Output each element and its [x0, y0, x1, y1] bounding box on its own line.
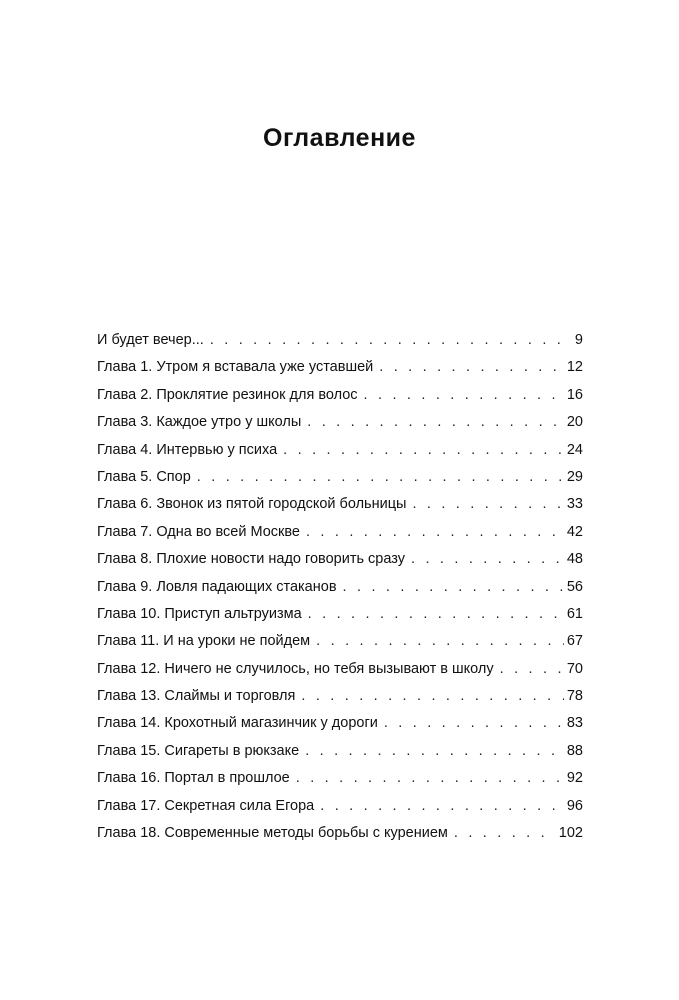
page-number: 48 [566, 551, 583, 568]
entry-title: Глава 3. Каждое утро у школы [97, 414, 302, 431]
entry-title: Глава 12. Ничего не случилось, но тебя вызывают в школу [97, 660, 494, 677]
dot-leader [301, 683, 564, 710]
dot-leader [308, 601, 564, 628]
toc-entry [97, 354, 583, 381]
page-number: 70 [566, 660, 583, 677]
toc-entry [97, 820, 583, 847]
dot-leader [454, 820, 556, 847]
table-of-contents [97, 327, 583, 847]
dot-leader [210, 327, 572, 354]
entry-title: Глава 6. Звонок из пятой городской больницы [97, 496, 407, 513]
entry-title: Глава 7. Одна во всей Москве [97, 523, 300, 540]
dot-leader [316, 628, 564, 655]
entry-title: Глава 11. И на уроки не пойдем [97, 633, 311, 650]
page-number: 92 [566, 770, 583, 787]
dot-leader [197, 464, 564, 491]
toc-entry [97, 601, 583, 628]
entry-title: Глава 1. Утром я вставала уже уставшей [97, 359, 374, 376]
dot-leader [320, 793, 564, 820]
entry-title: Глава 4. Интервью у психа [97, 441, 278, 458]
page-number: 29 [566, 468, 583, 485]
toc-entry [97, 519, 583, 546]
toc-entry [97, 765, 583, 792]
dot-leader [411, 546, 564, 573]
toc-entry [97, 628, 583, 655]
page-number: 16 [566, 386, 583, 403]
dot-leader [296, 765, 564, 792]
entry-title: Глава 14. Крохотный магазинчик у дороги [97, 715, 378, 732]
page-number: 33 [566, 496, 583, 513]
page-number: 20 [566, 414, 583, 431]
entry-title: Глава 5. Спор [97, 468, 191, 485]
toc-entry [97, 710, 583, 737]
page-number: 78 [566, 688, 583, 705]
toc-entry [97, 574, 583, 601]
page-number: 96 [566, 797, 583, 814]
entry-title: Глава 18. Современные методы борьбы с курением [97, 825, 448, 842]
page-number: 83 [566, 715, 583, 732]
toc-entry [97, 656, 583, 683]
toc-entry [97, 491, 583, 518]
entry-title: Глава 16. Портал в прошлое [97, 770, 290, 787]
entry-title: Глава 8. Плохие новости надо говорить сразу [97, 551, 406, 568]
page-number: 67 [566, 633, 583, 650]
page-title: Оглавление [263, 124, 416, 152]
dot-leader [500, 656, 564, 683]
dot-leader [305, 738, 564, 765]
toc-entry [97, 546, 583, 573]
toc-entry [97, 437, 583, 464]
entry-title: Глава 2. Проклятие резинок для волос [97, 386, 358, 403]
entry-title: Глава 17. Секретная сила Егора [97, 797, 315, 814]
toc-entry [97, 793, 583, 820]
dot-leader [364, 382, 564, 409]
entry-title: Глава 10. Приступ альтруизма [97, 605, 302, 622]
toc-entry [97, 464, 583, 491]
entry-title: Глава 9. Ловля падающих стаканов [97, 578, 337, 595]
entry-title: Глава 15. Сигареты в рюкзаке [97, 742, 300, 759]
toc-entry [97, 382, 583, 409]
page-number: 56 [566, 578, 583, 595]
dot-leader [384, 710, 564, 737]
toc-entry [97, 738, 583, 765]
page-number: 61 [566, 605, 583, 622]
page-number: 24 [566, 441, 583, 458]
entry-title: Глава 13. Слаймы и торговля [97, 688, 296, 705]
dot-leader [379, 354, 564, 381]
page-number: 102 [558, 825, 583, 842]
page-number: 9 [574, 332, 583, 348]
dot-leader [283, 437, 564, 464]
page-number: 88 [566, 742, 583, 759]
dot-leader [306, 519, 564, 546]
entry-title: И будет вечер... [97, 332, 204, 348]
page-number: 12 [566, 359, 583, 376]
dot-leader [307, 409, 564, 436]
toc-entry [97, 683, 583, 710]
toc-entry [97, 409, 583, 436]
toc-entry [97, 327, 583, 354]
dot-leader [343, 574, 564, 601]
page-number: 42 [566, 523, 583, 540]
dot-leader [412, 491, 563, 518]
